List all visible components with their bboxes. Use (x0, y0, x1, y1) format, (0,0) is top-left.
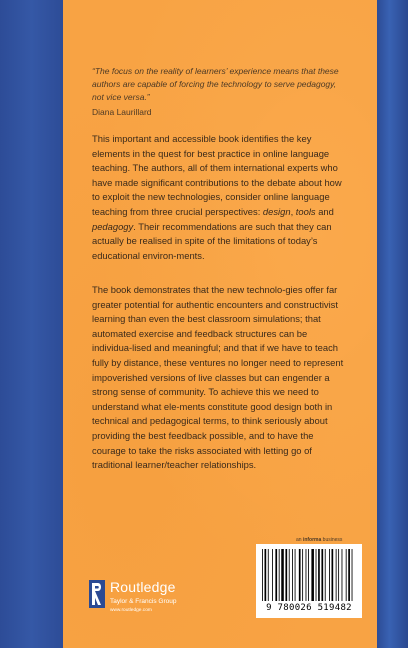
informa-prefix: an (296, 537, 303, 543)
right-blue-band (377, 0, 408, 648)
barcode-number: 9 780026 519482 (266, 603, 352, 613)
barcode-bars (261, 549, 357, 601)
term-tools: tools (295, 205, 316, 217)
routledge-r-icon (89, 580, 105, 608)
publisher-url: www.routledge.com (110, 608, 152, 613)
informa-business-line (296, 537, 342, 543)
term-design: design (262, 205, 291, 217)
description-paragraph-1 (92, 132, 347, 263)
publisher-name: Routledge (110, 579, 176, 595)
paragraph-1-sep2: and (315, 205, 334, 217)
endorsement-quote: “The focus on the reality of learners’ experience means that these authors are capable of forcing the technology to serve pedagogy, not vice versa.” (92, 66, 339, 102)
publisher-group: Taylor & Francis Group (110, 598, 177, 605)
paragraph-1-sep1: , (290, 205, 296, 217)
left-blue-band (0, 0, 63, 648)
paragraph-1-intro: This important and accessible book identifies the key elements in the quest for best practice in online language teaching. The authors, all of them international experts who have made significant contributions to the debate about how to exploit the new technologies, consider online language teaching from three crucial perspectives: (92, 133, 342, 217)
endorsement-author: Diana Laurillard (92, 107, 152, 117)
isbn-barcode (256, 544, 362, 618)
informa-suffix: business (321, 537, 343, 543)
paragraph-1-outro: . Their recommendations are such that they can actually be realised in spite of the limitations of today’s educational environ-ments. (92, 220, 332, 261)
description-paragraph-2: The book demonstrates that the new technolo-gies offer far greater potential for authentic encounters and constructivist learning than even the best classroom simulations; that automated exercise and feedback structures can be individua-lised and meaningful; and that if we have to teach fully by distance, these ventures no longer need to represent impoverished versions of live classes but can engender a strong sense of community. To achieve this we need to understand what ele-ments constitute good design both in technical and pedagogical terms, to think seriously about providing the best feedback possible, and to have the courage to take the risks associated with letting go of traditional learner/teacher relationships. (92, 284, 344, 471)
informa-brand: informa (302, 537, 322, 543)
term-pedagogy: pedagogy (92, 220, 134, 232)
